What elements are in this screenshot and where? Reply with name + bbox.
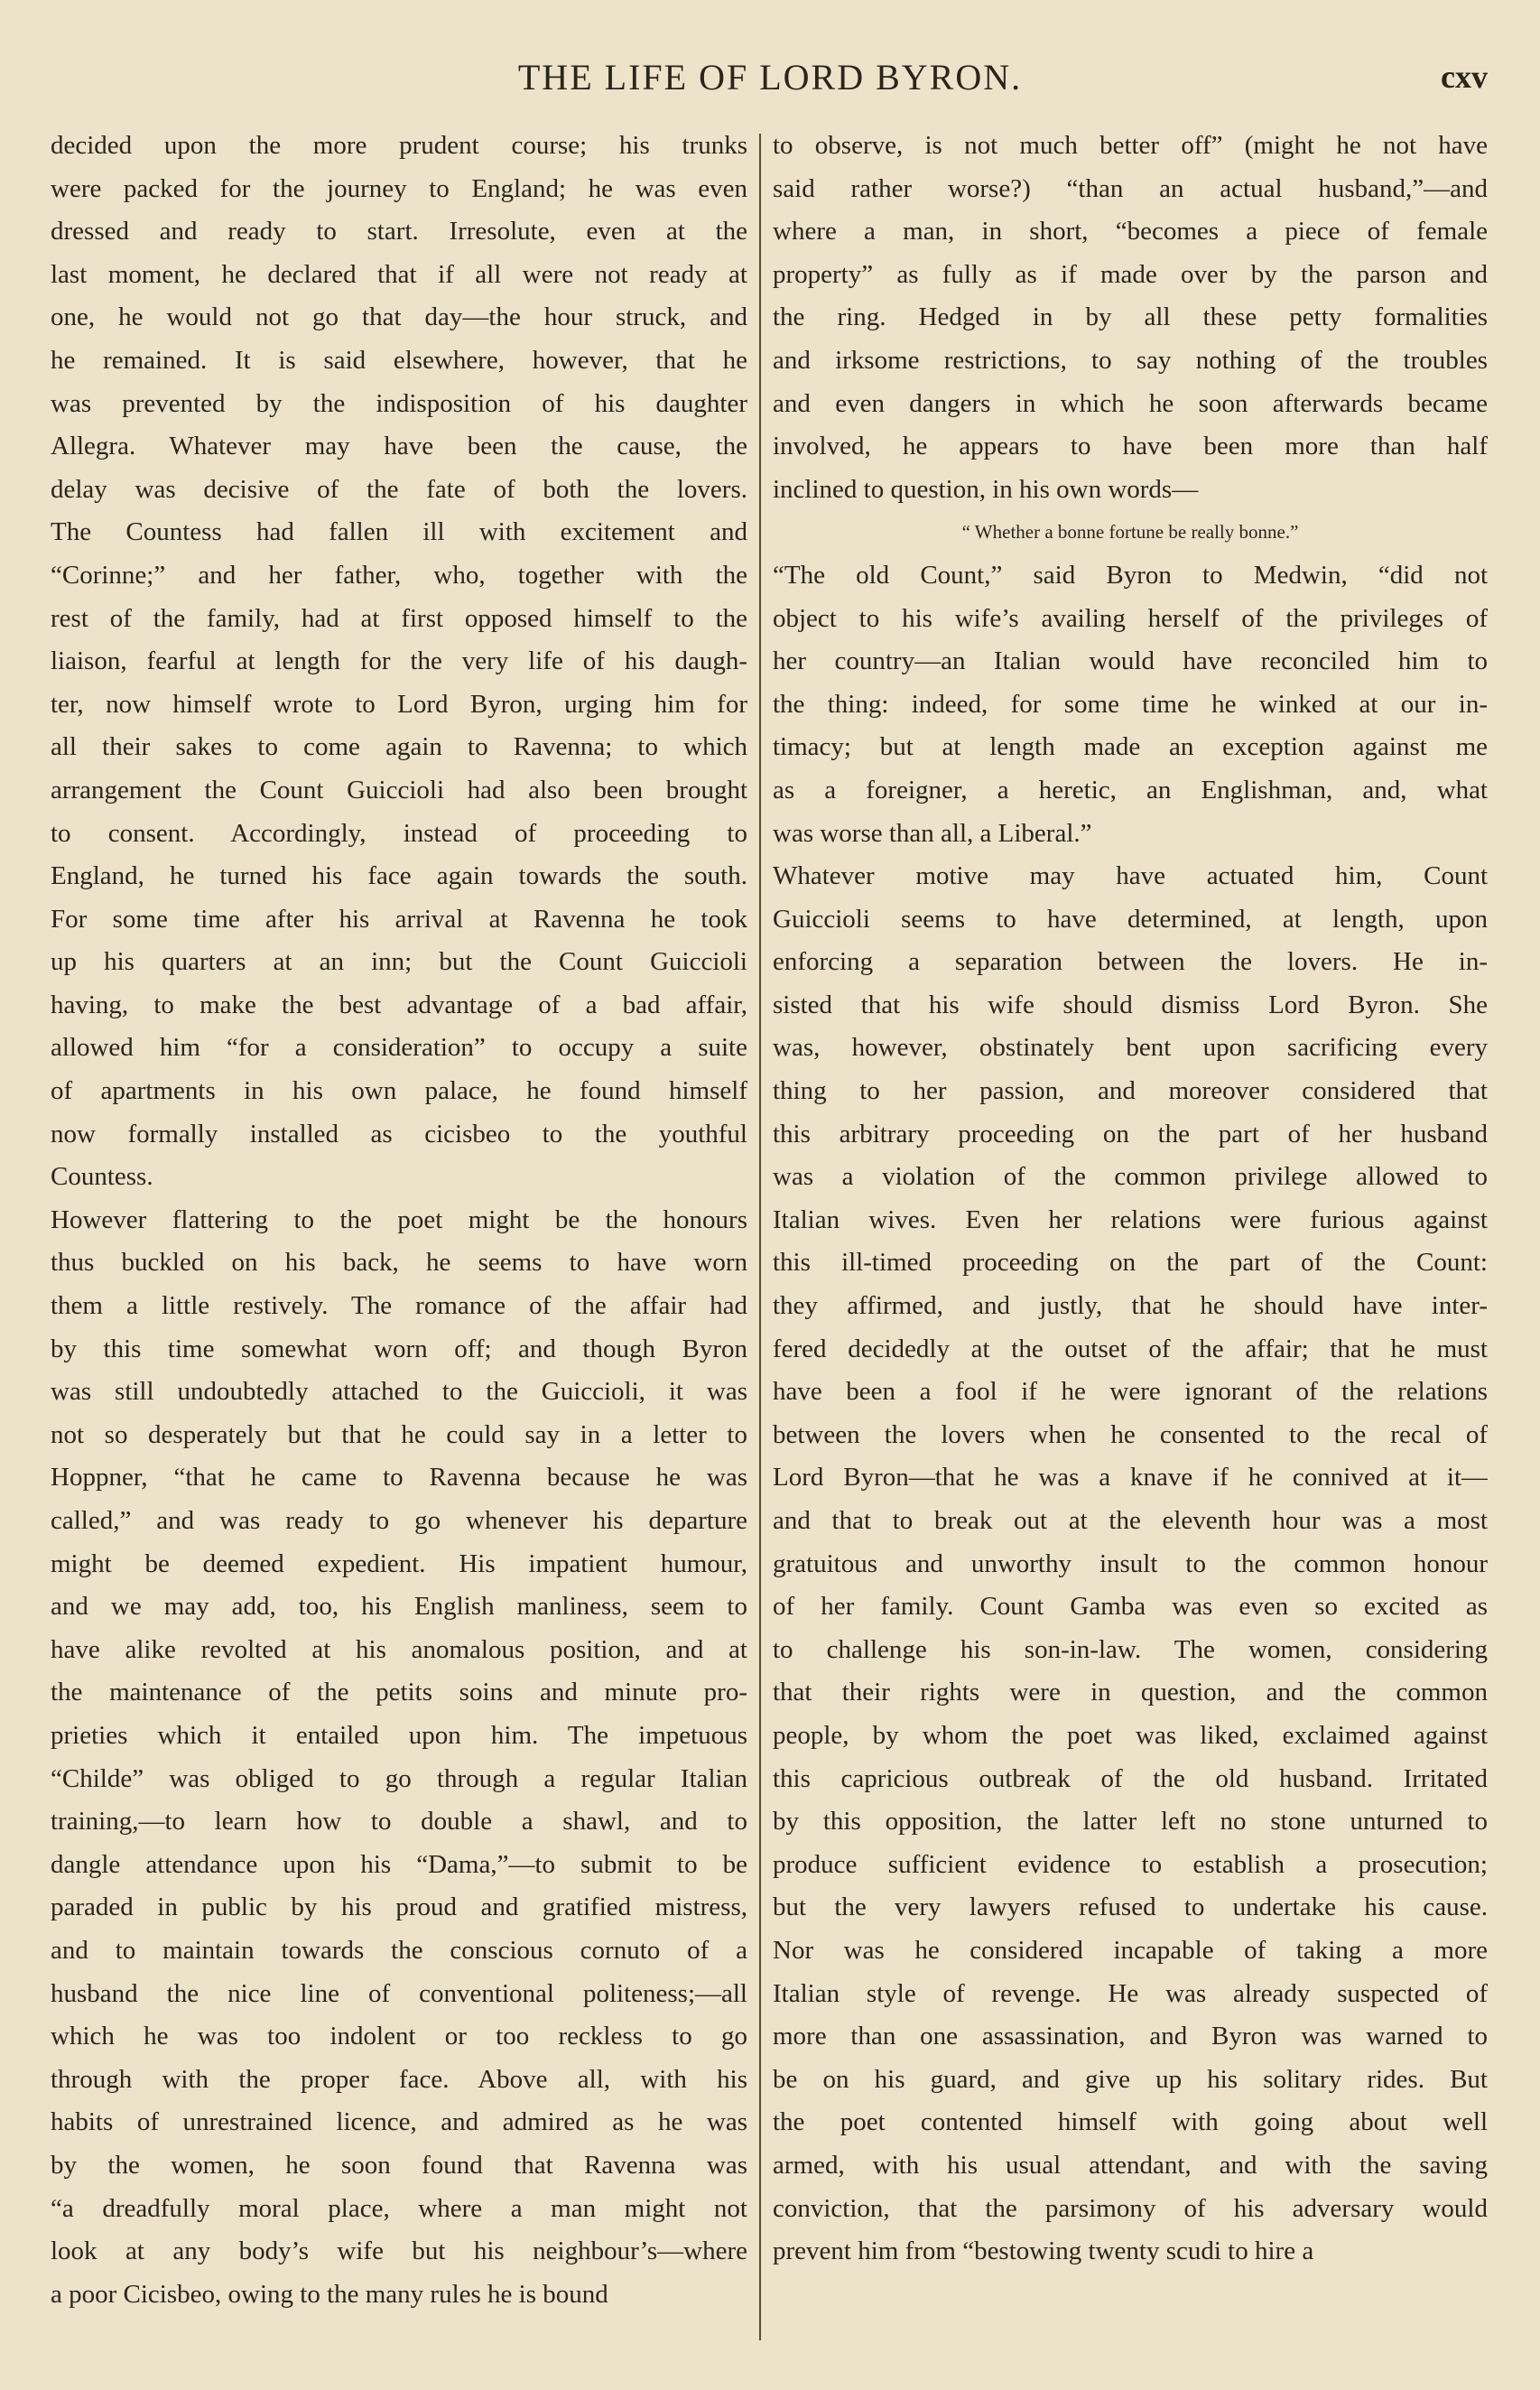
text-line: thing to her passion, and moreover considered that bbox=[773, 1076, 1488, 1106]
text-line: Hoppner, “that he came to Ravenna because he was bbox=[51, 1463, 747, 1493]
text-line: all their sakes to come again to Ravenna; to which bbox=[51, 732, 747, 762]
text-line: object to his wife’s availing herself of the privileges of bbox=[773, 603, 1488, 633]
text-line: ter, now himself wrote to Lord Byron, urging him for bbox=[51, 689, 747, 719]
text-line: said rather worse?) “than an actual husband,”—and bbox=[773, 173, 1488, 203]
text-line: “The old Count,” said Byron to Medwin, “did not bbox=[773, 560, 1488, 590]
text-line: allowed him “for a consideration” to occupy a suite bbox=[51, 1033, 747, 1063]
text-line: of her family. Count Gamba was even so excited as bbox=[773, 1592, 1488, 1622]
column-divider bbox=[759, 134, 761, 2340]
page-number: cxv bbox=[1441, 59, 1488, 95]
text-line: Whatever motive may have actuated him, Count bbox=[773, 861, 1488, 891]
text-line: this arbitrary proceeding on the part of her husband bbox=[773, 1119, 1488, 1149]
text-line: might be deemed expedient. His impatient humour, bbox=[51, 1548, 747, 1578]
text-line: through with the proper face. Above all, with his bbox=[51, 2064, 747, 2094]
text-line: Italian wives. Even her relations were furious against bbox=[773, 1204, 1488, 1234]
text-line: husband the nice line of conventional politeness;—all bbox=[51, 1978, 747, 2008]
text-line: was prevented by the indisposition of his daughter bbox=[51, 388, 747, 418]
text-line: where a man, in short, “becomes a piece of female bbox=[773, 217, 1488, 246]
text-line: habits of unrestrained licence, and admired as he was bbox=[51, 2107, 747, 2137]
text-line: one, he would not go that day—the hour struck, and bbox=[51, 302, 747, 332]
running-header bbox=[0, 52, 1540, 98]
text-line: people, by whom the poet was liked, exclaimed against bbox=[773, 1720, 1488, 1750]
text-line: to observe, is not much better off” (might he not have bbox=[773, 131, 1488, 160]
text-line: training,—to learn how to double a shawl, and to bbox=[51, 1807, 747, 1837]
text-line: gratuitous and unworthy insult to the common honour bbox=[773, 1548, 1488, 1578]
text-line: armed, with his usual attendant, and with the saving bbox=[773, 2150, 1488, 2180]
text-line: “Childe” was obliged to go through a regular Italian bbox=[51, 1763, 747, 1793]
text-line: were packed for the journey to England; he was even bbox=[51, 173, 747, 203]
text-line: thus buckled on his back, he seems to have worn bbox=[51, 1248, 747, 1278]
text-line: by this time somewhat worn off; and though Byron bbox=[51, 1334, 747, 1363]
text-line: and irksome restrictions, to say nothing of the troubles bbox=[773, 345, 1488, 375]
text-line: look at any body’s wife but his neighbour’s—where bbox=[51, 2237, 747, 2266]
text-line: of apartments in his own palace, he found himself bbox=[51, 1076, 747, 1106]
text-line: now formally installed as cicisbeo to the youthful bbox=[51, 1119, 747, 1149]
text-line: a poor Cicisbeo, owing to the many rules he is bound bbox=[51, 2279, 608, 2309]
text-line: be on his guard, and give up his solitary rides. But bbox=[773, 2064, 1488, 2094]
text-line: between the lovers when he consented to the recal of bbox=[773, 1419, 1488, 1449]
text-line: “Corinne;” and her father, who, together with the bbox=[51, 560, 747, 590]
text-line: Italian style of revenge. He was already suspected of bbox=[773, 1978, 1488, 2008]
text-line: was, however, obstinately bent upon sacrificing every bbox=[773, 1033, 1488, 1063]
text-line: prevent him from “bestowing twenty scudi to hire a bbox=[773, 2237, 1314, 2266]
text-line: and we may add, too, his English manliness, seem to bbox=[51, 1592, 747, 1622]
text-line: “a dreadfully moral place, where a man might not bbox=[51, 2193, 747, 2223]
text-line: The Countess had fallen ill with excitement and bbox=[51, 517, 747, 547]
text-line: but the very lawyers refused to undertake his cause. bbox=[773, 1892, 1488, 1922]
text-line: Nor was he considered incapable of taking a more bbox=[773, 1935, 1488, 1965]
text-line: called,” and was ready to go whenever his departure bbox=[51, 1506, 747, 1535]
text-line: liaison, fearful at length for the very life of his daugh- bbox=[51, 646, 747, 676]
text-line: sisted that his wife should dismiss Lord Byron. She bbox=[773, 990, 1488, 1019]
text-line: dangle attendance upon his “Dama,”—to submit to be bbox=[51, 1849, 747, 1879]
text-line: arrangement the Count Guiccioli had also been brought bbox=[51, 775, 747, 804]
text-line: England, he turned his face again towards the south. bbox=[51, 861, 747, 891]
text-line: timacy; but at length made an exception against me bbox=[773, 732, 1488, 762]
text-line: Allegra. Whatever may have been the cause, the bbox=[51, 432, 747, 461]
text-line: the maintenance of the petits soins and minute pro- bbox=[51, 1678, 747, 1707]
text-line: them a little restively. The romance of the affair had bbox=[51, 1291, 747, 1321]
text-line: by this opposition, the latter left no stone unturned to bbox=[773, 1807, 1488, 1837]
text-line: have been a fool if he were ignorant of the relations bbox=[773, 1377, 1488, 1407]
text-line: conviction, that the parsimony of his adversary would bbox=[773, 2193, 1488, 2223]
text-line: this capricious outbreak of the old husband. Irritated bbox=[773, 1763, 1488, 1793]
text-line: up his quarters at an inn; but the Count Guiccioli bbox=[51, 947, 747, 977]
text-line: that their rights were in question, and the common bbox=[773, 1678, 1488, 1707]
text-line: was worse than all, a Liberal.” bbox=[773, 818, 1092, 848]
text-line: the poet contented himself with going about well bbox=[773, 2107, 1488, 2137]
text-line: her country—an Italian would have reconciled him to bbox=[773, 646, 1488, 676]
text-line: delay was decisive of the fate of both the lovers. bbox=[51, 474, 747, 504]
text-line: Guiccioli seems to have determined, at length, upon bbox=[773, 904, 1488, 934]
text-line: having, to make the best advantage of a bad affair, bbox=[51, 990, 747, 1019]
text-line: and to maintain towards the conscious cornuto of a bbox=[51, 1935, 747, 1965]
text-line: which he was too indolent or too reckless to go bbox=[51, 2022, 747, 2051]
text-line: have alike revolted at his anomalous position, and at bbox=[51, 1634, 747, 1664]
text-line: to challenge his son-in-law. The women, considering bbox=[773, 1634, 1488, 1664]
text-line: to consent. Accordingly, instead of proceeding to bbox=[51, 818, 747, 848]
running-title: THE LIFE OF LORD BYRON. bbox=[517, 57, 1023, 98]
text-line: inclined to question, in his own words— bbox=[773, 474, 1199, 504]
text-line: decided upon the more prudent course; his trunks bbox=[51, 131, 747, 160]
text-line: this ill-timed proceeding on the part of the Count: bbox=[773, 1248, 1488, 1278]
text-line: involved, he appears to have been more than half bbox=[773, 432, 1488, 461]
text-line: the ring. Hedged in by all these petty formalities bbox=[773, 302, 1488, 332]
text-line: dressed and ready to start. Irresolute, even at the bbox=[51, 217, 747, 246]
text-line: was a violation of the common privilege allowed to bbox=[773, 1162, 1488, 1192]
text-line: last moment, he declared that if all were not ready at bbox=[51, 259, 747, 289]
text-line: he remained. It is said elsewhere, however, that he bbox=[51, 345, 747, 375]
text-line: produce sufficient evidence to establish a prosecution; bbox=[773, 1849, 1488, 1879]
text-line: paraded in public by his proud and gratified mistress, bbox=[51, 1892, 747, 1922]
text-line: “ Whether a bonne fortune be really bonne.” bbox=[961, 521, 1299, 544]
right-column bbox=[773, 125, 1488, 2274]
text-line: enforcing a separation between the lovers. He in- bbox=[773, 947, 1488, 977]
text-line: and that to break out at the eleventh hour was a most bbox=[773, 1506, 1488, 1535]
text-line: was still undoubtedly attached to the Guiccioli, it was bbox=[51, 1377, 747, 1407]
left-column bbox=[51, 125, 747, 2316]
text-line: fered decidedly at the outset of the affair; that he must bbox=[773, 1334, 1488, 1363]
text-line: Lord Byron—that he was a knave if he connived at it— bbox=[773, 1463, 1488, 1493]
text-line: However flattering to the poet might be the honours bbox=[51, 1204, 747, 1234]
text-line: by the women, he soon found that Ravenna was bbox=[51, 2150, 747, 2180]
text-line: and even dangers in which he soon afterwards became bbox=[773, 388, 1488, 418]
text-line: more than one assassination, and Byron was warned to bbox=[773, 2022, 1488, 2051]
text-line: property” as fully as if made over by the parson and bbox=[773, 259, 1488, 289]
text-line: For some time after his arrival at Ravenna he took bbox=[51, 904, 747, 934]
text-line: Countess. bbox=[51, 1162, 153, 1192]
text-line: the thing: indeed, for some time he winked at our in- bbox=[773, 689, 1488, 719]
text-line: they affirmed, and justly, that he should have inter- bbox=[773, 1291, 1488, 1321]
text-line: as a foreigner, a heretic, an Englishman, and, what bbox=[773, 775, 1488, 804]
text-line: rest of the family, had at first opposed himself to the bbox=[51, 603, 747, 633]
text-line: not so desperately but that he could say in a letter to bbox=[51, 1419, 747, 1449]
text-line: prieties which it entailed upon him. The impetuous bbox=[51, 1720, 747, 1750]
